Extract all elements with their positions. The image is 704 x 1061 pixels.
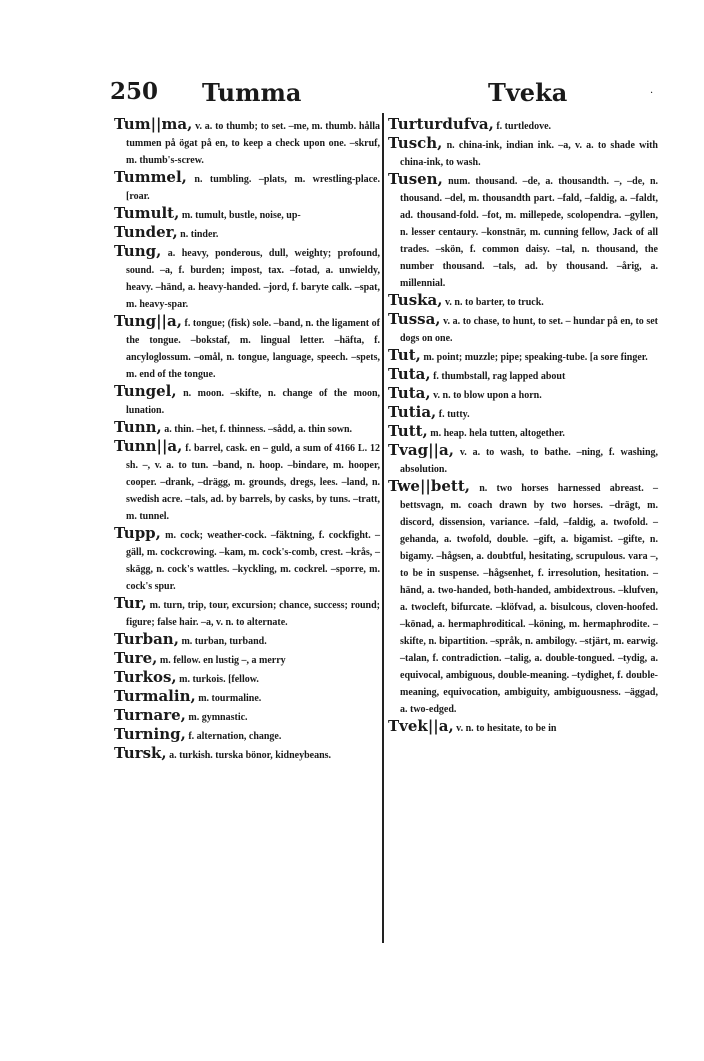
dictionary-entry (114, 669, 380, 688)
dictionary-entry (388, 442, 658, 478)
entry-headword: Tummel, (114, 168, 187, 186)
dictionary-entry (388, 423, 658, 442)
entry-headword: Tunder, (114, 223, 178, 241)
entry-definition: n. two horses harnessed abreast. –bettsvagn, m. coach drawn by two horses. –drägt, m. discord, dissension, variance. –fald, –faldig, a. twofold. –gehanda, a. twofold, double. –gift, a. bigamist. –gifte, n. bigamy. –hågsen, a. doubtful, hesitating, scrupulous. vara –, to be in suspense. –hågsenhet, f. irresolution, hesitation. –händ, a. two-handed, both-handed, ambidextrous. –klufven, a. twocleft, bifurcate. –klöfvad, a. bisulcous, cloven-hoofed. –könad, a. hermaphroditical. –köning, m. hermaphrodite. –skifte, n. bipartition. –språk, n. ambilogy. –stjärt, m. earwig. –talan, f. contradiction. –talig, a. double-tongued. –tydig, a. equivocal, ambiguous, double-meaning. –tydighet, f. double-meaning, equivocation, ambiguity, ambiguousness. –äggad, a. two-edged. (400, 483, 658, 715)
dictionary-entry (114, 525, 380, 595)
entry-headword: Tusen, (388, 170, 443, 188)
entry-headword: Tvek||a, (388, 717, 454, 735)
entry-headword: Tung||a, (114, 312, 182, 330)
dictionary-entry (114, 383, 380, 419)
entry-headword: Turturdufva, (388, 115, 494, 133)
entry-definition: n. tumbling. –plats, m. wrestling-place. [roar. (126, 174, 380, 202)
dictionary-entry (114, 116, 380, 169)
entry-definition: f. tutty. (438, 409, 470, 420)
dictionary-entry (388, 478, 658, 718)
entry-definition: m. cock; weather-cock. –fäktning, f. cockfight. –gäll, m. cockcrowing. –kam, m. cock's-comb, crest. –krås, –skägg, n. cock's wattles. –kyckling, m. cockrel. –sporre, m. cock's spur. (126, 530, 380, 592)
entry-definition: num. thousand. –de, a. thousandth. –, –de, n. thousand. –del, m. thousandth part. –fald, –faldig, a. –faldt, ad. thousand-fold. –fot, m. millepede, scolopendra. –gyllen, n. lesser centaury. –konstnär, m. cunning fellow, Jack of all trades. –skön, f. common daisy. –tal, n. thousand, the number thousand. –tals, ad. by thousand. –årig, a. millennial. (400, 176, 659, 289)
entry-definition: f. turtledove. (496, 121, 552, 132)
dictionary-entry (388, 404, 658, 423)
entry-definition: m. turn, trip, tour, excursion; chance, success; round; figure; false hair. –a, v. n. to alternate. (126, 600, 380, 628)
entry-headword: Tung, (114, 242, 162, 260)
dictionary-entry (114, 438, 380, 525)
entry-headword: Tunn||a, (114, 437, 183, 455)
entry-headword: Tuska, (388, 291, 443, 309)
entry-definition: v. a. to wash, to bathe. –ning, f. washing, absolution. (400, 447, 659, 475)
dictionary-entry (388, 366, 658, 385)
dictionary-entry (388, 292, 658, 311)
entry-definition: a. heavy, ponderous, dull, weighty; profound, sound. –a, f. burden; impost, tax. –fotad, a. unwieldy, heavy. –händ, a. heavy-handed. –jord, f. baryte calk. –spat, m. heavy-spar. (126, 248, 380, 310)
entry-definition: m. turban, turband. (181, 636, 267, 647)
entry-headword: Twe||bett, (388, 477, 470, 495)
dictionary-entry (114, 745, 380, 764)
entry-headword: Tur, (114, 594, 147, 612)
entry-definition: v. n. to hesitate, to be in (456, 723, 557, 734)
entry-headword: Tursk, (114, 744, 167, 762)
right-guide-word: Tveka (488, 78, 568, 107)
entry-definition: m. point; muzzle; pipe; speaking-tube. [a sore finger. (423, 352, 648, 363)
entry-headword: Tussa, (388, 310, 441, 328)
entry-definition: m. turkois. [fellow. (179, 674, 259, 685)
entry-definition: f. barrel, cask. en – guld, a sum of 4166 L. 12 sh. –, v. a. to tun. –band, n. hoop. –bindare, m. hooper, cooper. –drank, –drägg, m. grounds, dregs, lees. –land, n. swedish acre. –tals, ad. by barrels, by casks, by tuns. –tratt, m. tunnel. (126, 443, 381, 522)
entry-definition: f. tongue; (fisk) sole. –band, n. the ligament of the tongue. –bokstaf, m. lingual letter. –häfta, f. ancyloglossum. –omål, n. tongue, language, speech. –spets, m. end of the tongue. (126, 318, 380, 380)
entry-definition: m. tumult, bustle, noise, up- (181, 210, 301, 221)
dictionary-entry (114, 650, 380, 669)
dictionary-entry (388, 718, 658, 737)
left-guide-word: Tumma (202, 78, 302, 107)
entry-headword: Tum||ma, (114, 115, 193, 133)
entry-definition: m. heap. hela tutten, altogether. (430, 428, 565, 439)
entry-headword: Turkos, (114, 668, 177, 686)
entry-headword: Turmalin, (114, 687, 196, 705)
entry-headword: Turnare, (114, 706, 186, 724)
dictionary-entry (388, 385, 658, 404)
dictionary-entry (114, 419, 380, 438)
dictionary-entry (388, 171, 658, 292)
entry-headword: Tuta, (388, 384, 431, 402)
entry-headword: Tutt, (388, 422, 428, 440)
entry-definition: m. gymnastic. (188, 712, 248, 723)
dictionary-entry (114, 205, 380, 224)
entry-headword: Tusch, (388, 134, 443, 152)
entry-definition: v. a. to thumb; to set. –me, m. thumb. hålla tummen på ögat på en, to keep a check upon one. –skruf, m. thumb's-screw. (126, 121, 381, 166)
dictionary-entry (114, 726, 380, 745)
entry-headword: Tungel, (114, 382, 177, 400)
dictionary-entry (388, 116, 658, 135)
entry-definition: f. alternation, change. (188, 731, 282, 742)
entry-definition: f. thumbstall, rag lapped about (433, 371, 566, 382)
dictionary-entry (114, 631, 380, 650)
entry-definition: v. a. to chase, to hunt, to set. – hundar på en, to set dogs on one. (400, 316, 659, 344)
dictionary-entry (114, 169, 380, 205)
left-column (114, 116, 380, 764)
right-column (388, 116, 658, 737)
dictionary-entry (114, 243, 380, 313)
dictionary-entry (114, 224, 380, 243)
entry-headword: Tut, (388, 346, 421, 364)
entry-definition: v. n. to blow upon a horn. (433, 390, 542, 401)
column-divider (382, 113, 384, 943)
entry-headword: Tunn, (114, 418, 162, 436)
dictionary-entry (114, 707, 380, 726)
entry-headword: Tutia, (388, 403, 437, 421)
entry-definition: a. turkish. turska bönor, kidneybeans. (169, 750, 332, 761)
dictionary-entry (114, 595, 380, 631)
entry-definition: n. moon. –skifte, n. change of the moon, lunation. (126, 388, 381, 416)
entry-headword: Tumult, (114, 204, 180, 222)
entry-headword: Tupp, (114, 524, 161, 542)
entry-definition: n. tinder. (180, 229, 219, 240)
dictionary-entry (114, 688, 380, 707)
dictionary-entry (114, 313, 380, 383)
entry-definition: a. thin. –het, f. thinness. –sådd, a. thin sown. (164, 424, 353, 435)
page-header (110, 78, 660, 112)
entry-definition: v. n. to barter, to truck. (444, 297, 544, 308)
dictionary-entry (388, 347, 658, 366)
dictionary-entry (388, 311, 658, 347)
entry-headword: Turning, (114, 725, 186, 743)
page-number: 250 (110, 78, 159, 105)
entry-definition: m. fellow. en lustig –, a merry (159, 655, 286, 666)
entry-headword: Turban, (114, 630, 179, 648)
entry-headword: Tvag||a, (388, 441, 454, 459)
dictionary-entry (388, 135, 658, 171)
entry-headword: Ture, (114, 649, 158, 667)
entry-definition: n. china-ink, indian ink. –a, v. a. to shade with china-ink, to wash. (400, 140, 658, 168)
entry-headword: Tuta, (388, 365, 431, 383)
header-mark: · (650, 88, 654, 99)
entry-definition: m. tourmaline. (198, 693, 262, 704)
